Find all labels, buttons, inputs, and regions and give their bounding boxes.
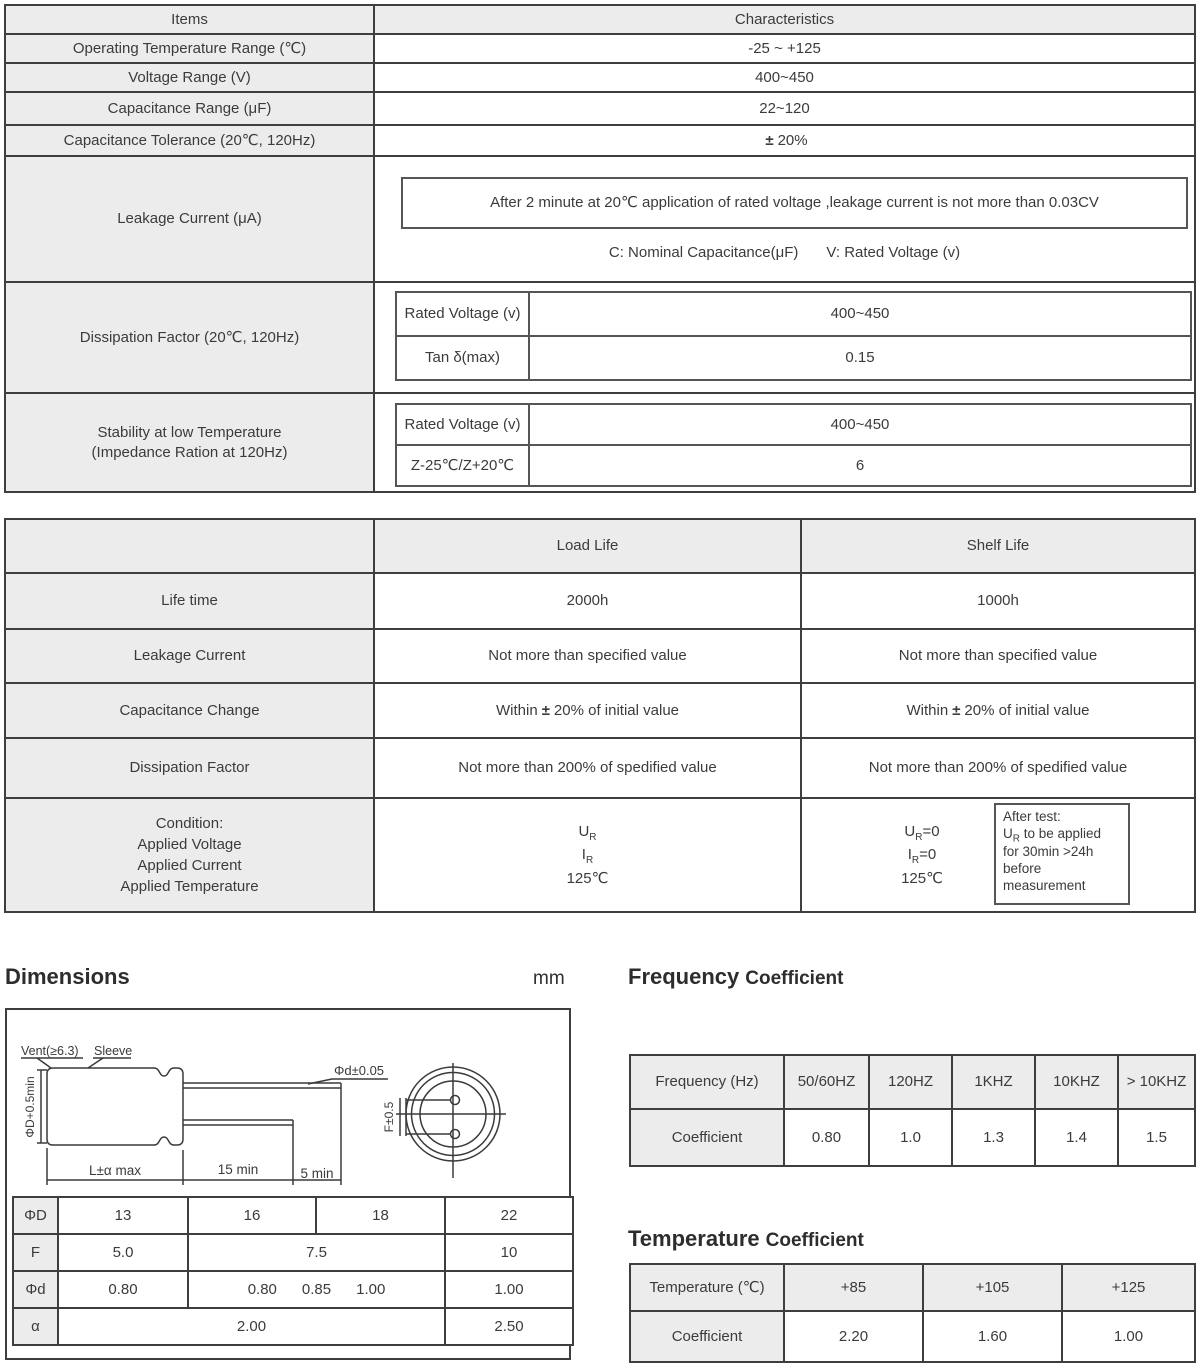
lead-tip-length-label: 5 min — [300, 1166, 334, 1181]
frequency-coefficient-table — [629, 1054, 1196, 1167]
df-rated-voltage-label: Rated Voltage (v) — [397, 293, 528, 335]
freq-header-10k: 10KHZ — [1036, 1056, 1117, 1108]
plus-minus-symbol: ± — [765, 131, 774, 149]
temp-coefficient-label: Coefficient — [631, 1312, 783, 1361]
dim-d22: 22 — [446, 1198, 572, 1233]
spec-value-stability — [375, 394, 1194, 491]
life-load-lifetime: 2000h — [375, 574, 800, 628]
leakage-note: C: Nominal Capacitance(μF) V: Rated Voltage (v) — [608, 244, 961, 261]
life-label-leakage: Leakage Current — [6, 630, 373, 682]
capacitor-body-outline — [47, 1068, 183, 1145]
temp-coeff-105: 1.60 — [924, 1312, 1061, 1361]
life-load-dissipation: Not more than 200% of spedified value — [375, 739, 800, 797]
life-load-condition: $U_R$ $I_R$ 125℃ — [375, 799, 800, 911]
body-length-label: L±α max — [89, 1163, 141, 1178]
body-diameter-label: ΦD+0.5min — [23, 1076, 37, 1138]
dim-a-123: 2.00 — [59, 1309, 444, 1344]
life-shelf-condition — [802, 799, 1194, 911]
shelf-condition-values: $U_R=0$ $I_R=0$ 125℃ — [901, 823, 943, 887]
spec-value-operating-temp: -25 ~ +125 — [375, 35, 1194, 62]
life-label-condition: Condition: Applied Voltage Applied Current Applied Temperature — [6, 799, 373, 911]
dim-label-diameter: ΦD — [14, 1198, 57, 1233]
spec-value-dissipation-factor — [375, 283, 1194, 392]
freq-header-1k: 1KHZ — [953, 1056, 1034, 1108]
spec-value-capacitance-tolerance: ± 20% — [375, 126, 1194, 155]
characteristics-table — [4, 4, 1196, 493]
freq-coeff-50-60: 0.80 — [785, 1110, 868, 1165]
spec-label-capacitance-range: Capacitance Range (μF) — [6, 93, 373, 124]
lead-length-label: 15 min — [217, 1162, 259, 1177]
spec-label-voltage-range: Voltage Range (V) — [6, 64, 373, 91]
spec-label-leakage-current: Leakage Current (μA) — [6, 157, 373, 281]
freq-coeff-120: 1.0 — [870, 1110, 951, 1165]
lead-diameter-label: Φd±0.05 — [334, 1063, 385, 1078]
vent-label: Vent(≥6.3) — [21, 1044, 79, 1058]
spec-value-capacitance-range: 22~120 — [375, 93, 1194, 124]
freq-header-gt10k: > 10KHZ — [1119, 1056, 1194, 1108]
temp-header-label: Temperature (℃) — [631, 1265, 783, 1310]
spec-label-operating-temp: Operating Temperature Range (℃) — [6, 35, 373, 62]
life-shelf-leakage: Not more than specified value — [802, 630, 1194, 682]
freq-coeff-1k: 1.3 — [953, 1110, 1034, 1165]
spec-header-characteristics: Characteristics — [375, 6, 1194, 33]
spec-value-voltage-range: 400~450 — [375, 64, 1194, 91]
df-tan-delta-label: Tan δ(max) — [397, 337, 528, 379]
st-rated-voltage-value: 400~450 — [530, 405, 1190, 444]
dimensions-title: Dimensions — [5, 964, 130, 989]
dim-ld-23: 0.80 0.85 1.00 — [189, 1272, 444, 1307]
life-label-lifetime: Life time — [6, 574, 373, 628]
dim-label-f: F — [14, 1235, 57, 1270]
life-load-cap-change: Within ± 20% of initial value — [375, 684, 800, 737]
after-test-note: After test: $U_R$ to be applied for 30min >24h before measurement — [994, 803, 1130, 905]
capacitor-drawing — [7, 1010, 569, 1194]
life-shelf-lifetime: 1000h — [802, 574, 1194, 628]
dim-f-1: 5.0 — [59, 1235, 187, 1270]
dim-d13: 13 — [59, 1198, 187, 1233]
spec-header-items: Items — [6, 6, 373, 33]
life-shelf-dissipation: Not more than 200% of spedified value — [802, 739, 1194, 797]
life-label-cap-change: Capacitance Change — [6, 684, 373, 737]
temp-header-105: +105 — [924, 1265, 1061, 1310]
st-impedance-value: 6 — [530, 446, 1190, 485]
stability-inner-table — [395, 403, 1192, 487]
freq-header-label: Frequency (Hz) — [631, 1056, 783, 1108]
leakage-formula-box: After 2 minute at 20℃ application of rated voltage ,leakage current is not more than 0.03CV — [401, 177, 1188, 229]
dimensions-table — [12, 1196, 574, 1346]
dim-ld-4: 1.00 — [446, 1272, 572, 1307]
dim-a-4: 2.50 — [446, 1309, 572, 1344]
spec-label-dissipation-factor: Dissipation Factor (20℃, 120Hz) — [6, 283, 373, 392]
frequency-coefficient-title: Frequency Coefficient — [628, 964, 844, 989]
dissipation-inner-table — [395, 291, 1192, 381]
st-impedance-label: Z-25℃/Z+20℃ — [397, 446, 528, 485]
lead-pitch-label: F±0.5 — [382, 1101, 396, 1133]
sleeve-label: Sleeve — [94, 1044, 133, 1058]
plus-minus-symbol: ± — [952, 701, 961, 719]
dimensions-drawing-box — [5, 1008, 571, 1360]
temp-header-125: +125 — [1063, 1265, 1194, 1310]
dim-d16: 16 — [189, 1198, 315, 1233]
life-label-dissipation: Dissipation Factor — [6, 739, 373, 797]
freq-header-50-60: 50/60HZ — [785, 1056, 868, 1108]
temp-header-85: +85 — [785, 1265, 922, 1310]
life-header-load: Load Life — [375, 520, 800, 572]
freq-coeff-gt10k: 1.5 — [1119, 1110, 1194, 1165]
life-header-empty — [6, 520, 373, 572]
life-table — [4, 518, 1196, 913]
life-load-leakage: Not more than specified value — [375, 630, 800, 682]
dim-f-23: 7.5 — [189, 1235, 444, 1270]
life-shelf-cap-change: Within ± 20% of initial value — [802, 684, 1194, 737]
dim-d18: 18 — [317, 1198, 444, 1233]
dim-label-alpha: α — [14, 1309, 57, 1344]
plus-minus-symbol: ± — [541, 701, 550, 719]
dimensions-unit: mm — [533, 968, 565, 989]
freq-header-120: 120HZ — [870, 1056, 951, 1108]
st-rated-voltage-label: Rated Voltage (v) — [397, 405, 528, 444]
spec-label-stability: Stability at low Temperature (Impedance Ration at 120Hz) — [6, 394, 373, 491]
freq-coefficient-label: Coefficient — [631, 1110, 783, 1165]
temp-coeff-125: 1.00 — [1063, 1312, 1194, 1361]
temperature-coefficient-table — [629, 1263, 1196, 1363]
df-tan-delta-value: 0.15 — [530, 337, 1190, 379]
temp-coeff-85: 2.20 — [785, 1312, 922, 1361]
spec-label-capacitance-tolerance: Capacitance Tolerance (20℃, 120Hz) — [6, 126, 373, 155]
spec-value-leakage-current — [375, 157, 1194, 281]
dim-f-4: 10 — [446, 1235, 572, 1270]
dim-label-lead-d: Φd — [14, 1272, 57, 1307]
temperature-coefficient-title: Temperature Coefficient — [628, 1226, 864, 1251]
freq-coeff-10k: 1.4 — [1036, 1110, 1117, 1165]
life-header-shelf: Shelf Life — [802, 520, 1194, 572]
df-rated-voltage-value: 400~450 — [530, 293, 1190, 335]
dim-ld-1: 0.80 — [59, 1272, 187, 1307]
